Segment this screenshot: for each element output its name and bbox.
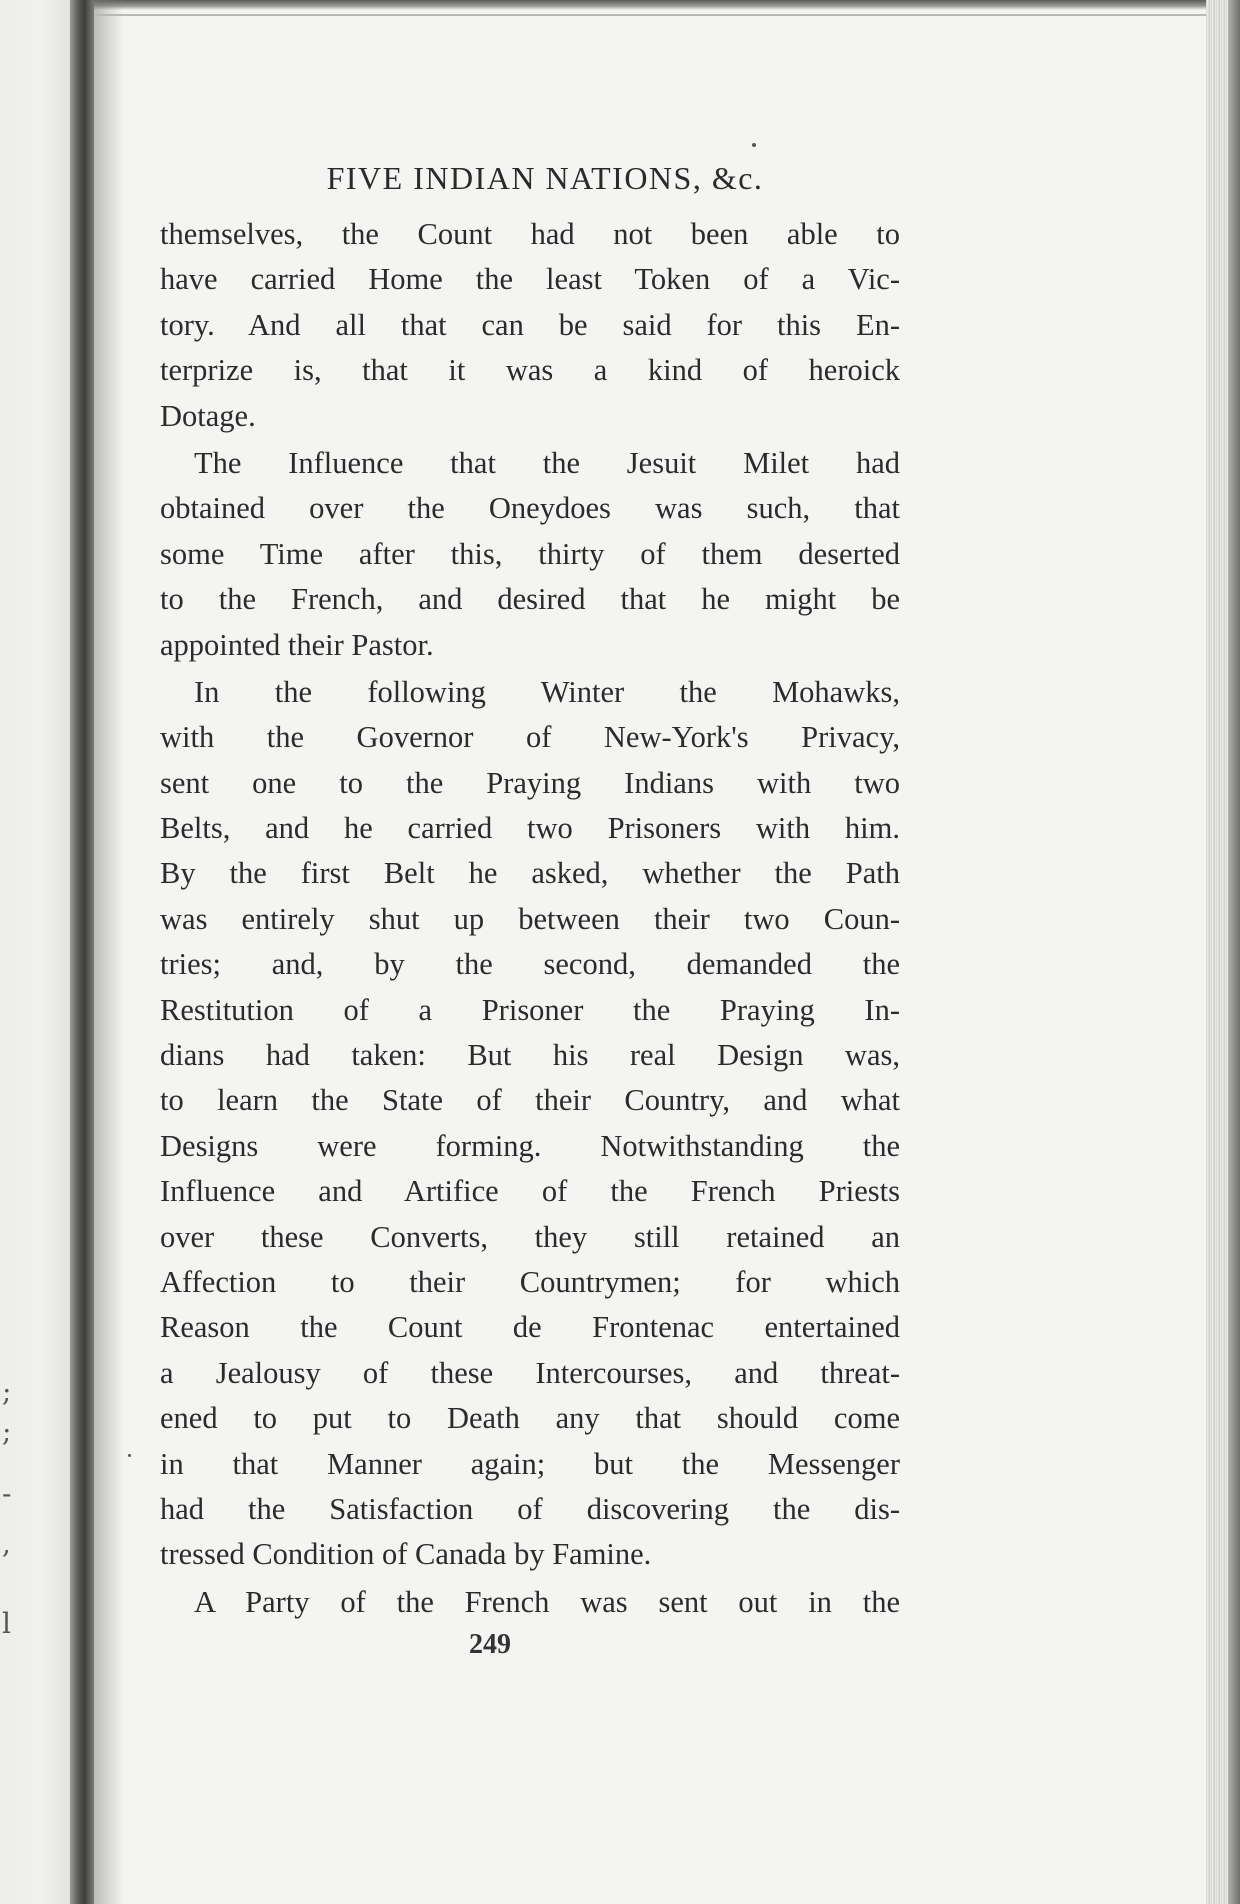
- text-line: with the Governor of New-York's Privacy,: [160, 720, 900, 755]
- text-line: Belts, and he carried two Prisoners with him.: [160, 811, 900, 846]
- text-line: ened to put to Death any that should come: [160, 1401, 900, 1436]
- scan-top-edge: [0, 0, 1240, 10]
- text-line: some Time after this, thirty of them deserted: [160, 536, 900, 571]
- gutter-shadow: [94, 0, 124, 1904]
- book-page: [160, 150, 900, 1661]
- text-line: Designs were forming. Notwithstanding the: [160, 1128, 900, 1163]
- print-speck: [128, 1454, 131, 1457]
- text-line: Dotage.: [160, 398, 256, 433]
- text-line: obtained over the Oneydoes was such, that: [160, 491, 900, 526]
- text-line: had the Satisfaction of discovering the dis-: [160, 1491, 900, 1526]
- text-line: appointed their Pastor.: [160, 627, 434, 662]
- text-line: sent one to the Praying Indians with two: [160, 765, 900, 800]
- text-line: to the French, and desired that he might be: [160, 582, 900, 617]
- previous-page-marks: [0, 0, 20, 1904]
- text-line: in that Manner again; but the Messenger: [160, 1446, 900, 1481]
- text-line: A Party of the French was sent out in the: [194, 1584, 900, 1619]
- paragraph: [160, 670, 900, 1578]
- print-speck: [752, 143, 756, 147]
- text-line: tory. And all that can be said for this En-: [160, 307, 900, 342]
- page-body: [160, 212, 900, 1625]
- text-line: dians had taken: But his real Design was,: [160, 1038, 900, 1073]
- text-line: a Jealousy of these Intercourses, and threat-: [160, 1355, 900, 1390]
- running-head: FIVE INDIAN NATIONS, &c.: [326, 160, 764, 196]
- text-line: The Influence that the Jesuit Milet had: [194, 445, 900, 480]
- page-top-edge-line: [96, 14, 1206, 16]
- text-line: have carried Home the least Token of a Vic-: [160, 262, 900, 297]
- previous-page-glyph: -: [2, 1477, 12, 1510]
- text-line: tressed Condition of Canada by Famine.: [160, 1537, 652, 1572]
- text-line: Influence and Artifice of the French Priests: [160, 1174, 900, 1209]
- text-line: themselves, the Count had not been able to: [160, 217, 900, 251]
- text-line: Restitution of a Prisoner the Praying In-: [160, 992, 900, 1027]
- text-line: to learn the State of their Country, and what: [160, 1083, 900, 1118]
- paragraph: [160, 212, 900, 439]
- scan-right-border: [1228, 0, 1240, 1904]
- text-line: was entirely shut up between their two Coun-: [160, 901, 900, 936]
- previous-page-glyph: ;: [2, 1415, 12, 1448]
- text-line: By the first Belt he asked, whether the Path: [160, 856, 900, 891]
- previous-page-glyph: ,: [2, 1527, 11, 1560]
- page-number: 249: [469, 1629, 511, 1661]
- text-line: over these Converts, they still retained an: [160, 1219, 900, 1254]
- text-line: tries; and, by the second, demanded the: [160, 947, 900, 982]
- text-line: terprize is, that it was a kind of heroick: [160, 353, 900, 388]
- paragraph: [160, 441, 900, 668]
- text-line: Affection to their Countrymen; for which: [160, 1264, 900, 1299]
- text-line: In the following Winter the Mohawks,: [194, 674, 900, 709]
- previous-page-glyph: ;: [2, 1375, 12, 1408]
- text-line: Reason the Count de Frontenac entertained: [160, 1310, 900, 1345]
- previous-page-glyph: l: [2, 1607, 11, 1640]
- paragraph: [160, 1580, 900, 1625]
- book-binding-gutter: [70, 0, 94, 1904]
